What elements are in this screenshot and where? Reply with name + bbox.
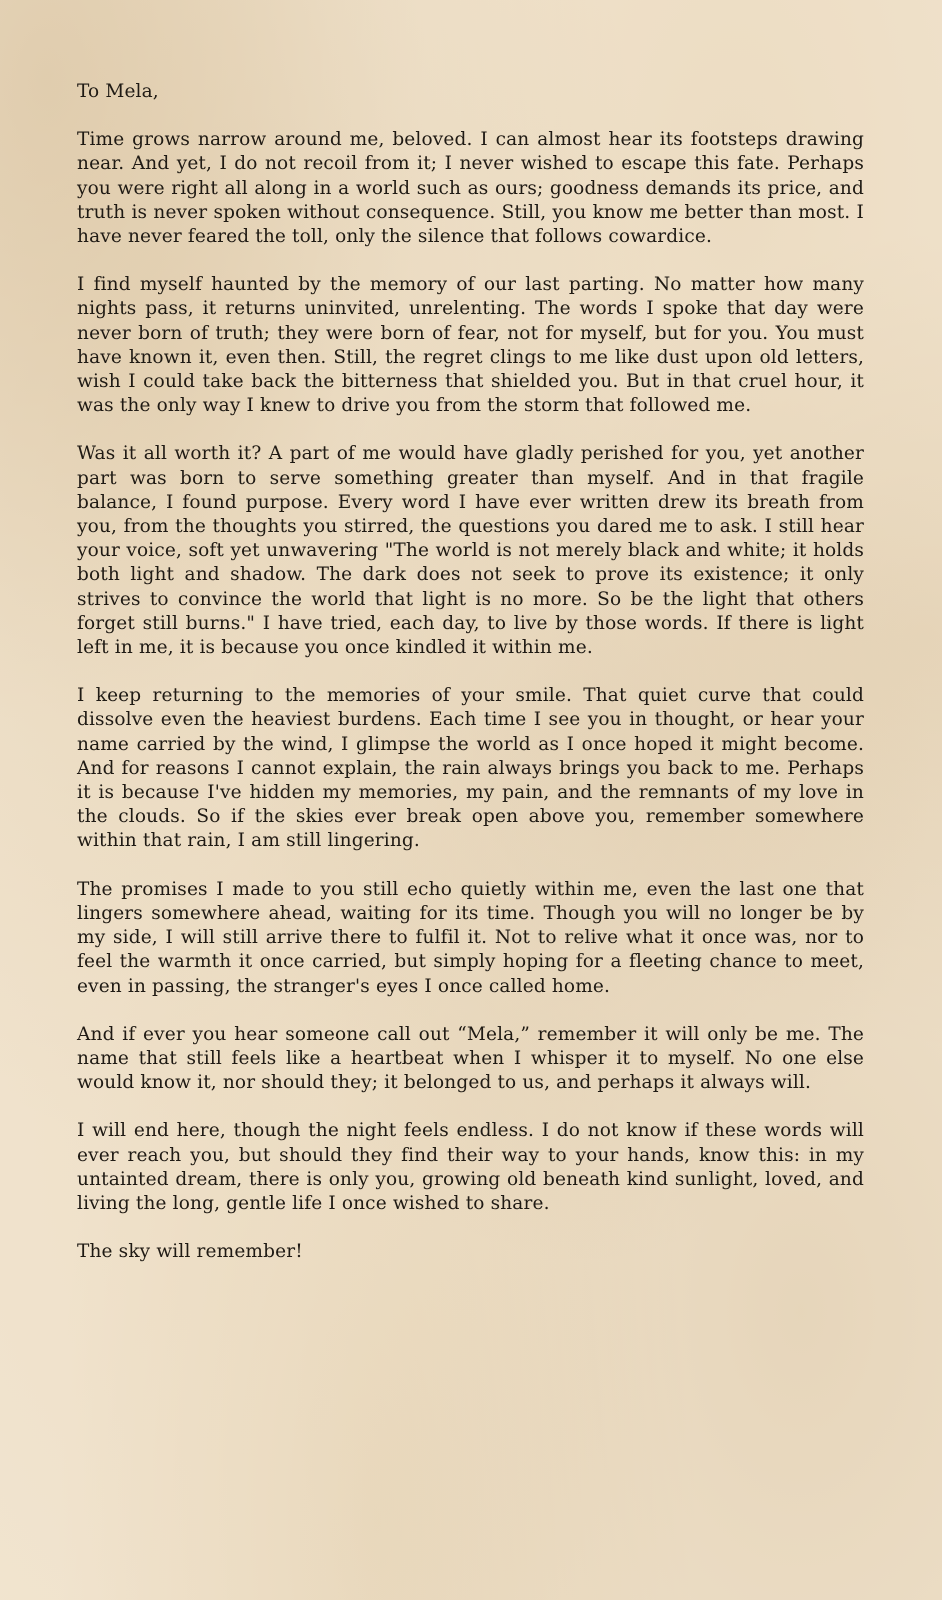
paragraph-3: Was it all worth it? A part of me would have gladly perished for you, yet another part was born to serve something greater than myself. And in that fragile balance, I found purpose. Every word I have ever written drew its breath from you, from the thoughts you stirred, the questions you dared me to ask. I still hear your voice, soft yet unwavering "The world is not merely black and white; it holds both light and shadow. The dark does not seek to prove its existence; it only strives to convince the world that light is no more. So be the light that others forget still burns." I have tried, each day, to live by those words. If there is light left in me, it is because you once kindled it within me. [77,443,864,659]
paragraph-5: The promises I made to you still echo quietly within me, even the last one that lingers somewhere ahead, waiting for its time. Though you will no longer be by my side, I will still arrive there to fulfil it. Not to relive what it once was, nor to feel the warmth it once carried, but simply hoping for a fleeting chance to meet, even in passing, the stranger's eyes I once called home. [77,878,864,997]
paragraph-1: Time grows narrow around me, beloved. I can almost hear its footsteps drawing near. And yet, I do not recoil from it; I never wished to escape this fate. Perhaps you were right all along in a world such as ours; goodness demands its price, and truth is never spoken without consequence. Still, you know me better than most. I have never feared the toll, only the silence that follows cowardice. [77,129,864,248]
paragraph-6: And if ever you hear someone call out “Mela,” remember it will only be me. The name that still feels like a heartbeat when I whisper it to myself. No one else would know it, nor should they; it belonged to us, and perhaps it always will. [77,1023,864,1094]
paragraph-4: I keep returning to the memories of your smile. That quiet curve that could dissolve even the heaviest burdens. Each time I see you in thought, or hear your name carried by the wind, I glimpse the world as I once hoped it might become. And for reasons I cannot explain, the rain always brings you back to me. Perhaps it is because I've hidden my memories, my pain, and the remnants of my love in the clouds. So if the skies ever break open above you, remember somewhere within that rain, I am still lingering. [77,685,864,852]
letter-body [77,80,864,1264]
salutation: To Mela, [77,81,159,102]
paragraph-2: I find myself haunted by the memory of our last parting. No matter how many nights pass, it returns uninvited, unrelenting. The words I spoke that day were never born of truth; they were born of fear, not for myself, but for you. You must have known it, even then. Still, the regret clings to me like dust upon old letters, wish I could take back the bitterness that shielded you. But in that cruel hour, it was the only way I knew to drive you from the storm that followed me. [77,274,864,417]
paragraph-7: I will end here, though the night feels endless. I do not know if these words will ever reach you, but should they find their way to your hands, know this: in my untainted dream, there is only you, growing old beneath kind sunlight, loved, and living the long, gentle life I once wished to share. [77,1120,864,1214]
closing-line: The sky will remember! [77,1241,303,1263]
